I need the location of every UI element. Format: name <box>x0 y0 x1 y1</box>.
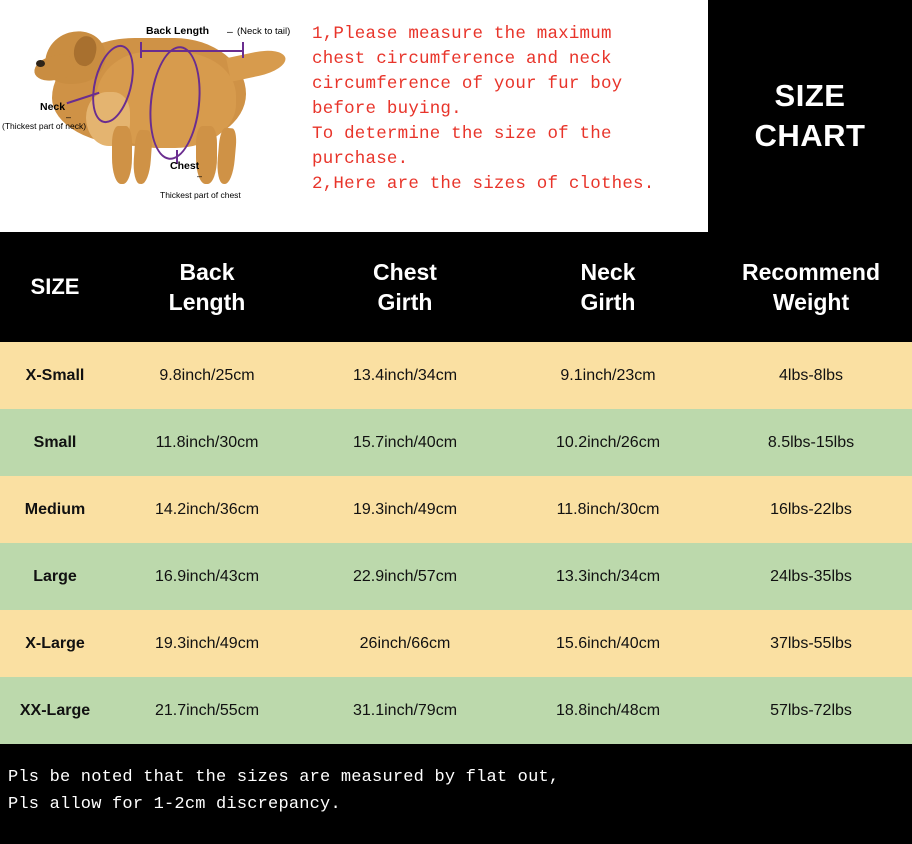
cell-size: X-Small <box>25 366 85 384</box>
cell-neck-girth: 15.6inch/40cm <box>555 634 661 652</box>
cell-size: XX-Large <box>19 701 91 719</box>
dog-illustration-leg <box>132 129 153 184</box>
back-length-measure-line <box>140 50 244 52</box>
instruction-line-2: chest circumference and neck <box>312 49 612 69</box>
cell-neck-girth: 9.1inch/23cm <box>560 366 656 384</box>
cell-back-length: 11.8inch/30cm <box>155 433 259 451</box>
cell-chest-girth: 19.3inch/49cm <box>352 500 458 518</box>
cell-neck-girth: 11.8inch/30cm <box>556 500 660 518</box>
cell-chest-girth: 26inch/66cm <box>359 634 451 652</box>
table-row <box>0 342 912 409</box>
cell-size: Medium <box>24 500 86 518</box>
cell-chest-girth: 15.7inch/40cm <box>352 433 458 451</box>
column-header-recommend-weight-line2: Weight <box>772 289 850 315</box>
back-length-label: Back Length <box>146 25 210 37</box>
table-row <box>0 409 912 476</box>
cell-size: X-Large <box>25 634 85 652</box>
cell-recommend-weight: 8.5lbs-15lbs <box>767 433 855 451</box>
footer-line-2: Pls allow for 1-2cm discrepancy. <box>8 795 341 814</box>
column-header-recommend-weight <box>710 232 912 342</box>
column-header-neck-girth <box>506 232 710 342</box>
cell-size: Small <box>33 433 77 451</box>
column-header-chest-girth-line1: Chest <box>373 259 437 285</box>
instruction-line-1: 1,Please measure the maximum <box>312 24 612 44</box>
cell-back-length: 14.2inch/36cm <box>154 500 260 518</box>
cell-size: Large <box>33 567 77 585</box>
cell-back-length: 19.3inch/49cm <box>154 634 260 652</box>
table-row <box>0 610 912 677</box>
chest-dash: – <box>197 171 203 181</box>
neck-dash: – <box>66 112 72 122</box>
page-title-line-1: SIZE <box>774 78 846 113</box>
back-length-dash: – <box>227 26 233 38</box>
instruction-line-7: 2,Here are the sizes of clothes. <box>312 174 655 194</box>
instruction-line-3: circumference of your fur boy <box>312 74 623 94</box>
column-header-back-length-line1: Back <box>179 259 235 285</box>
column-header-back-length <box>110 232 304 342</box>
column-header-size <box>0 232 110 342</box>
cell-recommend-weight: 4lbs-8lbs <box>778 366 844 384</box>
column-header-recommend-weight-line1: Recommend <box>741 259 881 285</box>
cell-chest-girth: 13.4inch/34cm <box>352 366 458 384</box>
instruction-line-5: To determine the size of the <box>312 124 612 144</box>
measurement-diagram <box>0 0 302 232</box>
chest-sublabel: Thickest part of chest <box>160 190 241 200</box>
cell-recommend-weight: 57lbs-72lbs <box>770 701 852 719</box>
column-header-size-line1: SIZE <box>30 274 80 299</box>
cell-chest-girth: 31.1inch/79cm <box>352 701 458 719</box>
instruction-line-6: purchase. <box>312 149 409 169</box>
table-header-row <box>0 232 912 342</box>
neck-to-tail-note: (Neck to tail) <box>237 26 291 37</box>
column-header-back-length-line2: Length <box>168 289 246 315</box>
instruction-line-4: before buying. <box>312 99 462 119</box>
page-title-line-2: CHART <box>754 118 866 153</box>
chest-label: Chest <box>170 160 200 172</box>
dog-illustration-leg <box>112 126 132 184</box>
cell-recommend-weight: 37lbs-55lbs <box>770 634 852 652</box>
table-row <box>0 677 912 744</box>
back-length-tick-right <box>242 42 244 58</box>
table-row <box>0 476 912 543</box>
cell-back-length: 16.9inch/43cm <box>154 567 260 585</box>
neck-sublabel: (Thickest part of neck) <box>2 121 87 131</box>
dog-illustration-nose <box>36 60 45 67</box>
size-chart-title-box <box>708 0 912 232</box>
column-header-neck-girth-line2: Girth <box>580 289 636 315</box>
footer-line-1: Pls be noted that the sizes are measured by flat out, <box>8 768 560 787</box>
neck-label: Neck <box>40 101 66 113</box>
cell-neck-girth: 18.8inch/48cm <box>555 701 661 719</box>
cell-recommend-weight: 16lbs-22lbs <box>770 500 852 518</box>
cell-back-length: 21.7inch/55cm <box>154 701 260 719</box>
cell-neck-girth: 10.2inch/26cm <box>555 433 661 451</box>
top-section <box>0 0 912 232</box>
cell-back-length: 9.8inch/25cm <box>159 366 255 384</box>
back-length-tick-left <box>140 42 142 58</box>
table-row <box>0 543 912 610</box>
dog-illustration-leg <box>216 127 238 184</box>
footer-note <box>0 744 912 844</box>
instructions-panel <box>302 0 708 232</box>
size-table <box>0 232 912 744</box>
cell-recommend-weight: 24lbs-35lbs <box>770 567 852 585</box>
column-header-chest-girth <box>304 232 506 342</box>
column-header-chest-girth-line2: Girth <box>377 289 433 315</box>
page-title <box>755 76 866 156</box>
cell-chest-girth: 22.9inch/57cm <box>352 567 458 585</box>
cell-neck-girth: 13.3inch/34cm <box>555 567 661 585</box>
column-header-neck-girth-line1: Neck <box>580 259 636 285</box>
